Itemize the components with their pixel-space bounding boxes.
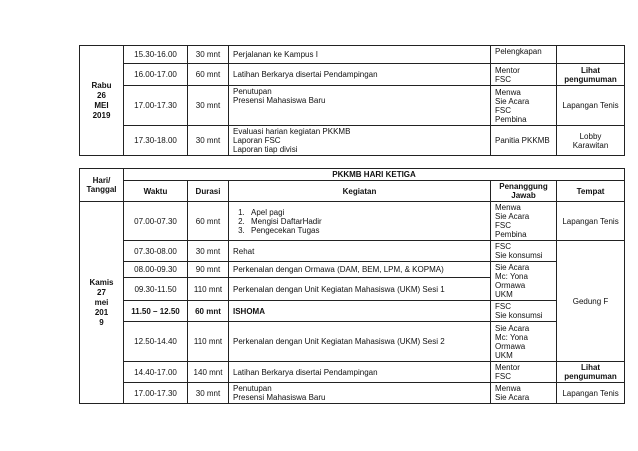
place-cell — [557, 46, 625, 64]
duration-cell: 30 mnt — [188, 241, 229, 262]
pj-cell: Mentor FSC — [491, 362, 557, 383]
table-row — [80, 322, 625, 362]
list-item: 1. Apel pagi — [247, 208, 486, 217]
table-row — [80, 202, 625, 241]
activity-cell: Penutupan Presensi Mahasiswa Baru — [229, 86, 491, 126]
activity-list — [233, 208, 486, 235]
table-row — [80, 46, 625, 64]
table-row — [80, 126, 625, 156]
table-title: PKKMB HARI KETIGA — [124, 169, 625, 181]
place-cell: Lapangan Tenis — [557, 383, 625, 404]
activity-cell: Perkenalan dengan Ormawa (DAM, BEM, LPM, & KOPMA) — [229, 262, 491, 278]
duration-cell: 30 mnt — [188, 126, 229, 156]
pj-cell: Menwa Sie Acara FSC Pembina — [491, 202, 557, 241]
pj-cell: FSC Sie konsumsi — [491, 301, 557, 322]
time-cell: 08.00-09.30 — [124, 262, 188, 278]
activity-cell — [229, 202, 491, 241]
duration-cell: 110 mnt — [188, 322, 229, 362]
table-row — [80, 64, 625, 86]
time-cell: 07.00-07.30 — [124, 202, 188, 241]
time-cell: 14.40-17.00 — [124, 362, 188, 383]
list-item: 2. Mengisi DaftarHadir — [247, 217, 486, 226]
activity-cell: Penutupan Presensi Mahasiswa Baru — [229, 383, 491, 404]
duration-cell: 60 mnt — [188, 301, 229, 322]
place-cell: Lihat pengumuman — [557, 64, 625, 86]
duration-cell: 30 mnt — [188, 383, 229, 404]
schedule-table-day2 — [79, 45, 625, 156]
duration-cell: 30 mnt — [188, 46, 229, 64]
table-row — [80, 86, 625, 126]
table-header-row — [80, 181, 625, 202]
column-header-day: Hari/ Tanggal — [80, 169, 124, 202]
table-row — [80, 362, 625, 383]
table-row — [80, 301, 625, 322]
column-header-activity: Kegiatan — [229, 181, 491, 202]
column-header-time: Waktu — [124, 181, 188, 202]
activity-cell: ISHOMA — [229, 301, 491, 322]
time-cell: 09.30-11.50 — [124, 278, 188, 301]
pj-cell: Sie Acara Mc: Yona Ormawa UKM — [491, 322, 557, 362]
list-item: 3. Pengecekan Tugas — [247, 226, 486, 235]
duration-cell: 90 mnt — [188, 262, 229, 278]
pj-cell: Pelengkapan — [491, 46, 557, 64]
time-cell: 17.30-18.00 — [124, 126, 188, 156]
place-cell: Lapangan Tenis — [557, 202, 625, 241]
activity-cell: Evaluasi harian kegiatan PKKMB Laporan FSC Laporan tiap divisi — [229, 126, 491, 156]
activity-cell: Latihan Berkarya disertai Pendampingan — [229, 362, 491, 383]
pj-cell: Panitia PKKMB — [491, 126, 557, 156]
table-row — [80, 383, 625, 404]
pj-cell: Mentor FSC — [491, 64, 557, 86]
place-cell: Lobby Karawitan — [557, 126, 625, 156]
place-cell: Lihat pengumuman — [557, 362, 625, 383]
pj-cell: Sie Acara Mc: Yona Ormawa UKM — [491, 262, 557, 301]
column-header-pj: Penanggung Jawab — [491, 181, 557, 202]
column-header-duration: Durasi — [188, 181, 229, 202]
duration-cell: 30 mnt — [188, 86, 229, 126]
column-header-place: Tempat — [557, 181, 625, 202]
pj-cell: Menwa Sie Acara FSC Pembina — [491, 86, 557, 126]
duration-cell: 60 mnt — [188, 202, 229, 241]
time-cell: 07.30-08.00 — [124, 241, 188, 262]
activity-cell: Rehat — [229, 241, 491, 262]
time-cell: 17.00-17.30 — [124, 86, 188, 126]
pj-cell: FSC Sie konsumsi — [491, 241, 557, 262]
time-cell: 12.50-14.40 — [124, 322, 188, 362]
duration-cell: 110 mnt — [188, 278, 229, 301]
table-row — [80, 241, 625, 262]
time-cell: 17.00-17.30 — [124, 383, 188, 404]
activity-cell: Latihan Berkarya disertai Pendampingan — [229, 64, 491, 86]
activity-cell: Perjalanan ke Kampus I — [229, 46, 491, 64]
time-cell: 15.30-16.00 — [124, 46, 188, 64]
place-cell: Gedung F — [557, 241, 625, 362]
activity-cell: Perkenalan dengan Unit Kegiatan Mahasiswa (UKM) Sesi 2 — [229, 322, 491, 362]
time-cell: 11.50 – 12.50 — [124, 301, 188, 322]
time-cell: 16.00-17.00 — [124, 64, 188, 86]
table-row — [80, 262, 625, 278]
place-cell: Lapangan Tenis — [557, 86, 625, 126]
table-header-row — [80, 169, 625, 181]
duration-cell: 140 mnt — [188, 362, 229, 383]
schedule-table-day3 — [79, 168, 625, 404]
day-cell: Rabu 26 MEI 2019 — [80, 46, 124, 156]
duration-cell: 60 mnt — [188, 64, 229, 86]
pj-cell: Menwa Sie Acara — [491, 383, 557, 404]
activity-cell: Perkenalan dengan Unit Kegiatan Mahasiswa (UKM) Sesi 1 — [229, 278, 491, 301]
day-cell: Kamis 27 mei 201 9 — [80, 202, 124, 404]
